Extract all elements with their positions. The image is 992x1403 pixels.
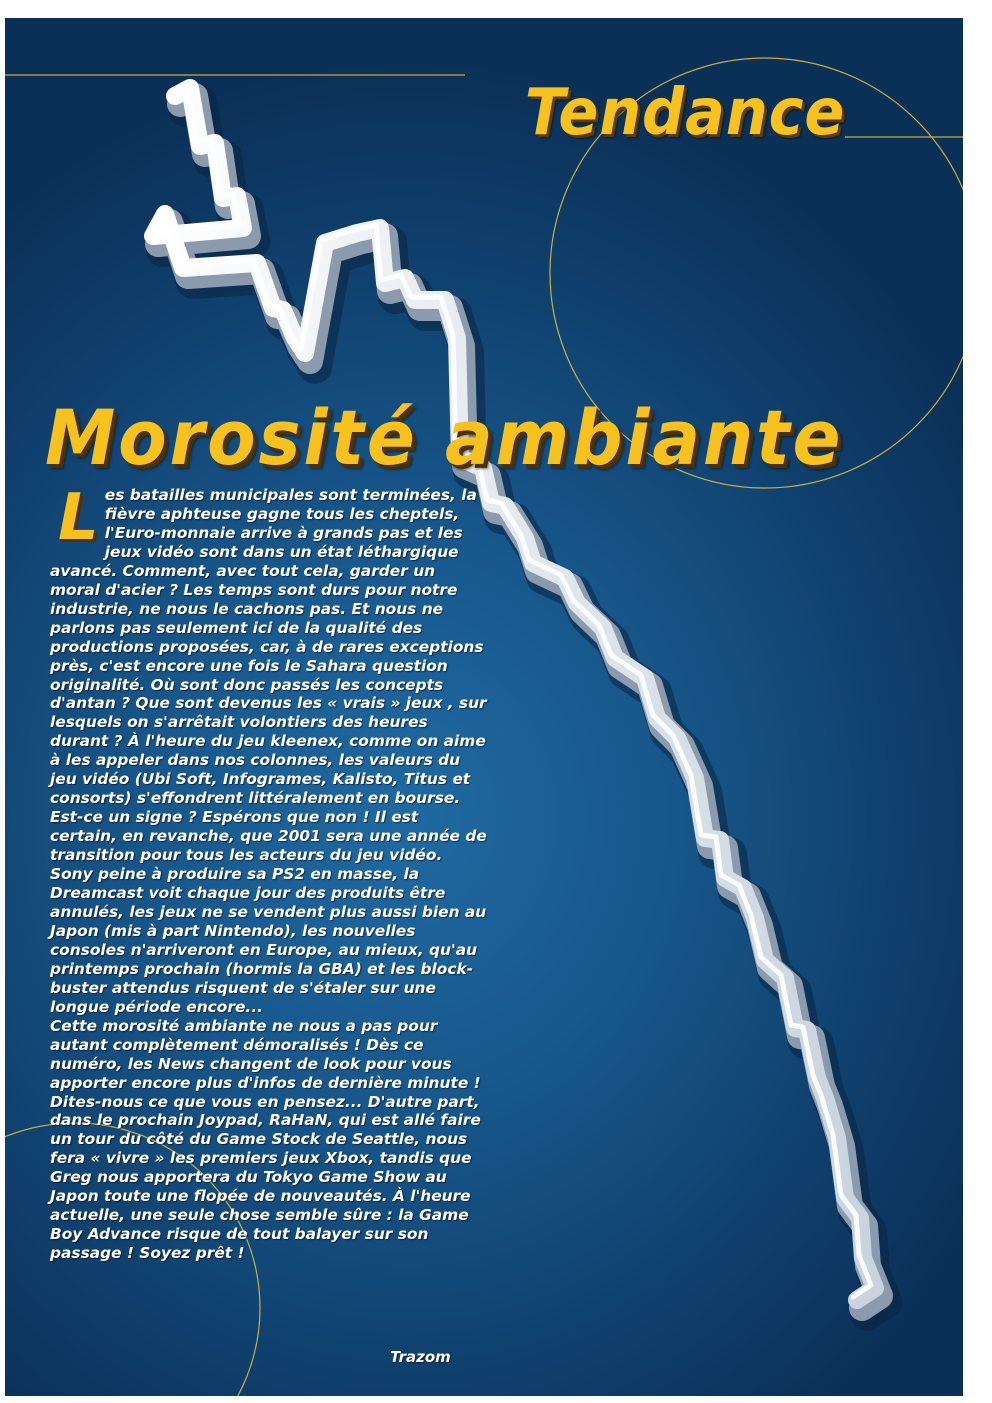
page-title: Morosité ambiante xyxy=(45,393,844,482)
magazine-page xyxy=(5,18,963,1396)
drop-cap: L xyxy=(58,481,99,555)
section-kicker: Tendance xyxy=(524,76,845,150)
article-intro-text: es batailles municipales sont terminées, la fièvre aphteuse gagne tous les cheptels, l'Euro-monnaie arrive à grands pas et les jeux vidéo sont dans un état léthargique avancé. Comment, avec tout cela, garder un moral d'acier ? Les temps sont durs pour notre industrie, ne nous le cachons pas. Et nous ne parlons pas seulement ici de la qualité des productions proposées, car, à de rares exceptions près, c'est encore une fois le Sahara question originalité. Où sont donc passés les concepts d'antan ? Que sont devenus les « vrais » jeux , sur lesquels on s'arrêtait volontiers des heures durant ? À l'heure du jeu kleenex, comme on aime à les appeler dans nos colonnes, les valeurs du jeu vidéo (Ubi Soft, Infogrames, Kalisto, Titus et consorts) s'effondrent littéralement en bourse. Est-ce un signe ? Espérons que non ! Il est certain, en revanche, que 2001 sera une année de transition pour tous les acteurs du jeu vidéo. Sony peine à produire sa PS2 en masse, la Dreamcast voit chaque jour des produits être annulés, les jeux ne se vendent plus aussi bien au Japon (mis à part Nintendo), les nouvelles consoles n'arriveront en Europe, au mieux, qu'au printemps prochain (hormis la GBA) et les block-buster attendus risquent de s'étaler sur une longue période encore... xyxy=(50,486,487,1016)
article-paragraph-1 xyxy=(50,481,488,1017)
article-body xyxy=(50,481,488,1263)
author-signature: Trazom xyxy=(390,1348,451,1366)
article-paragraph-2: Cette morosité ambiante ne nous a pas pour autant complètement démoralisés ! Dès ce numéro, les News changent de look pour vous apporter encore plus d'infos de dernière minute ! Dites-nous ce que vous en pensez... D'autre part, dans le prochain Joypad, RaHaN, qui est allé faire un tour du côté du Game Stock de Seattle, nous fera « vivre » les premiers jeux Xbox, tandis que Greg nous apportera du Tokyo Game Show au Japon toute une flopée de nouveautés. À l'heure actuelle, une seule chose semble sûre : la Game Boy Advance risque de tout balayer sur son passage ! Soyez prêt ! xyxy=(50,1016,481,1263)
